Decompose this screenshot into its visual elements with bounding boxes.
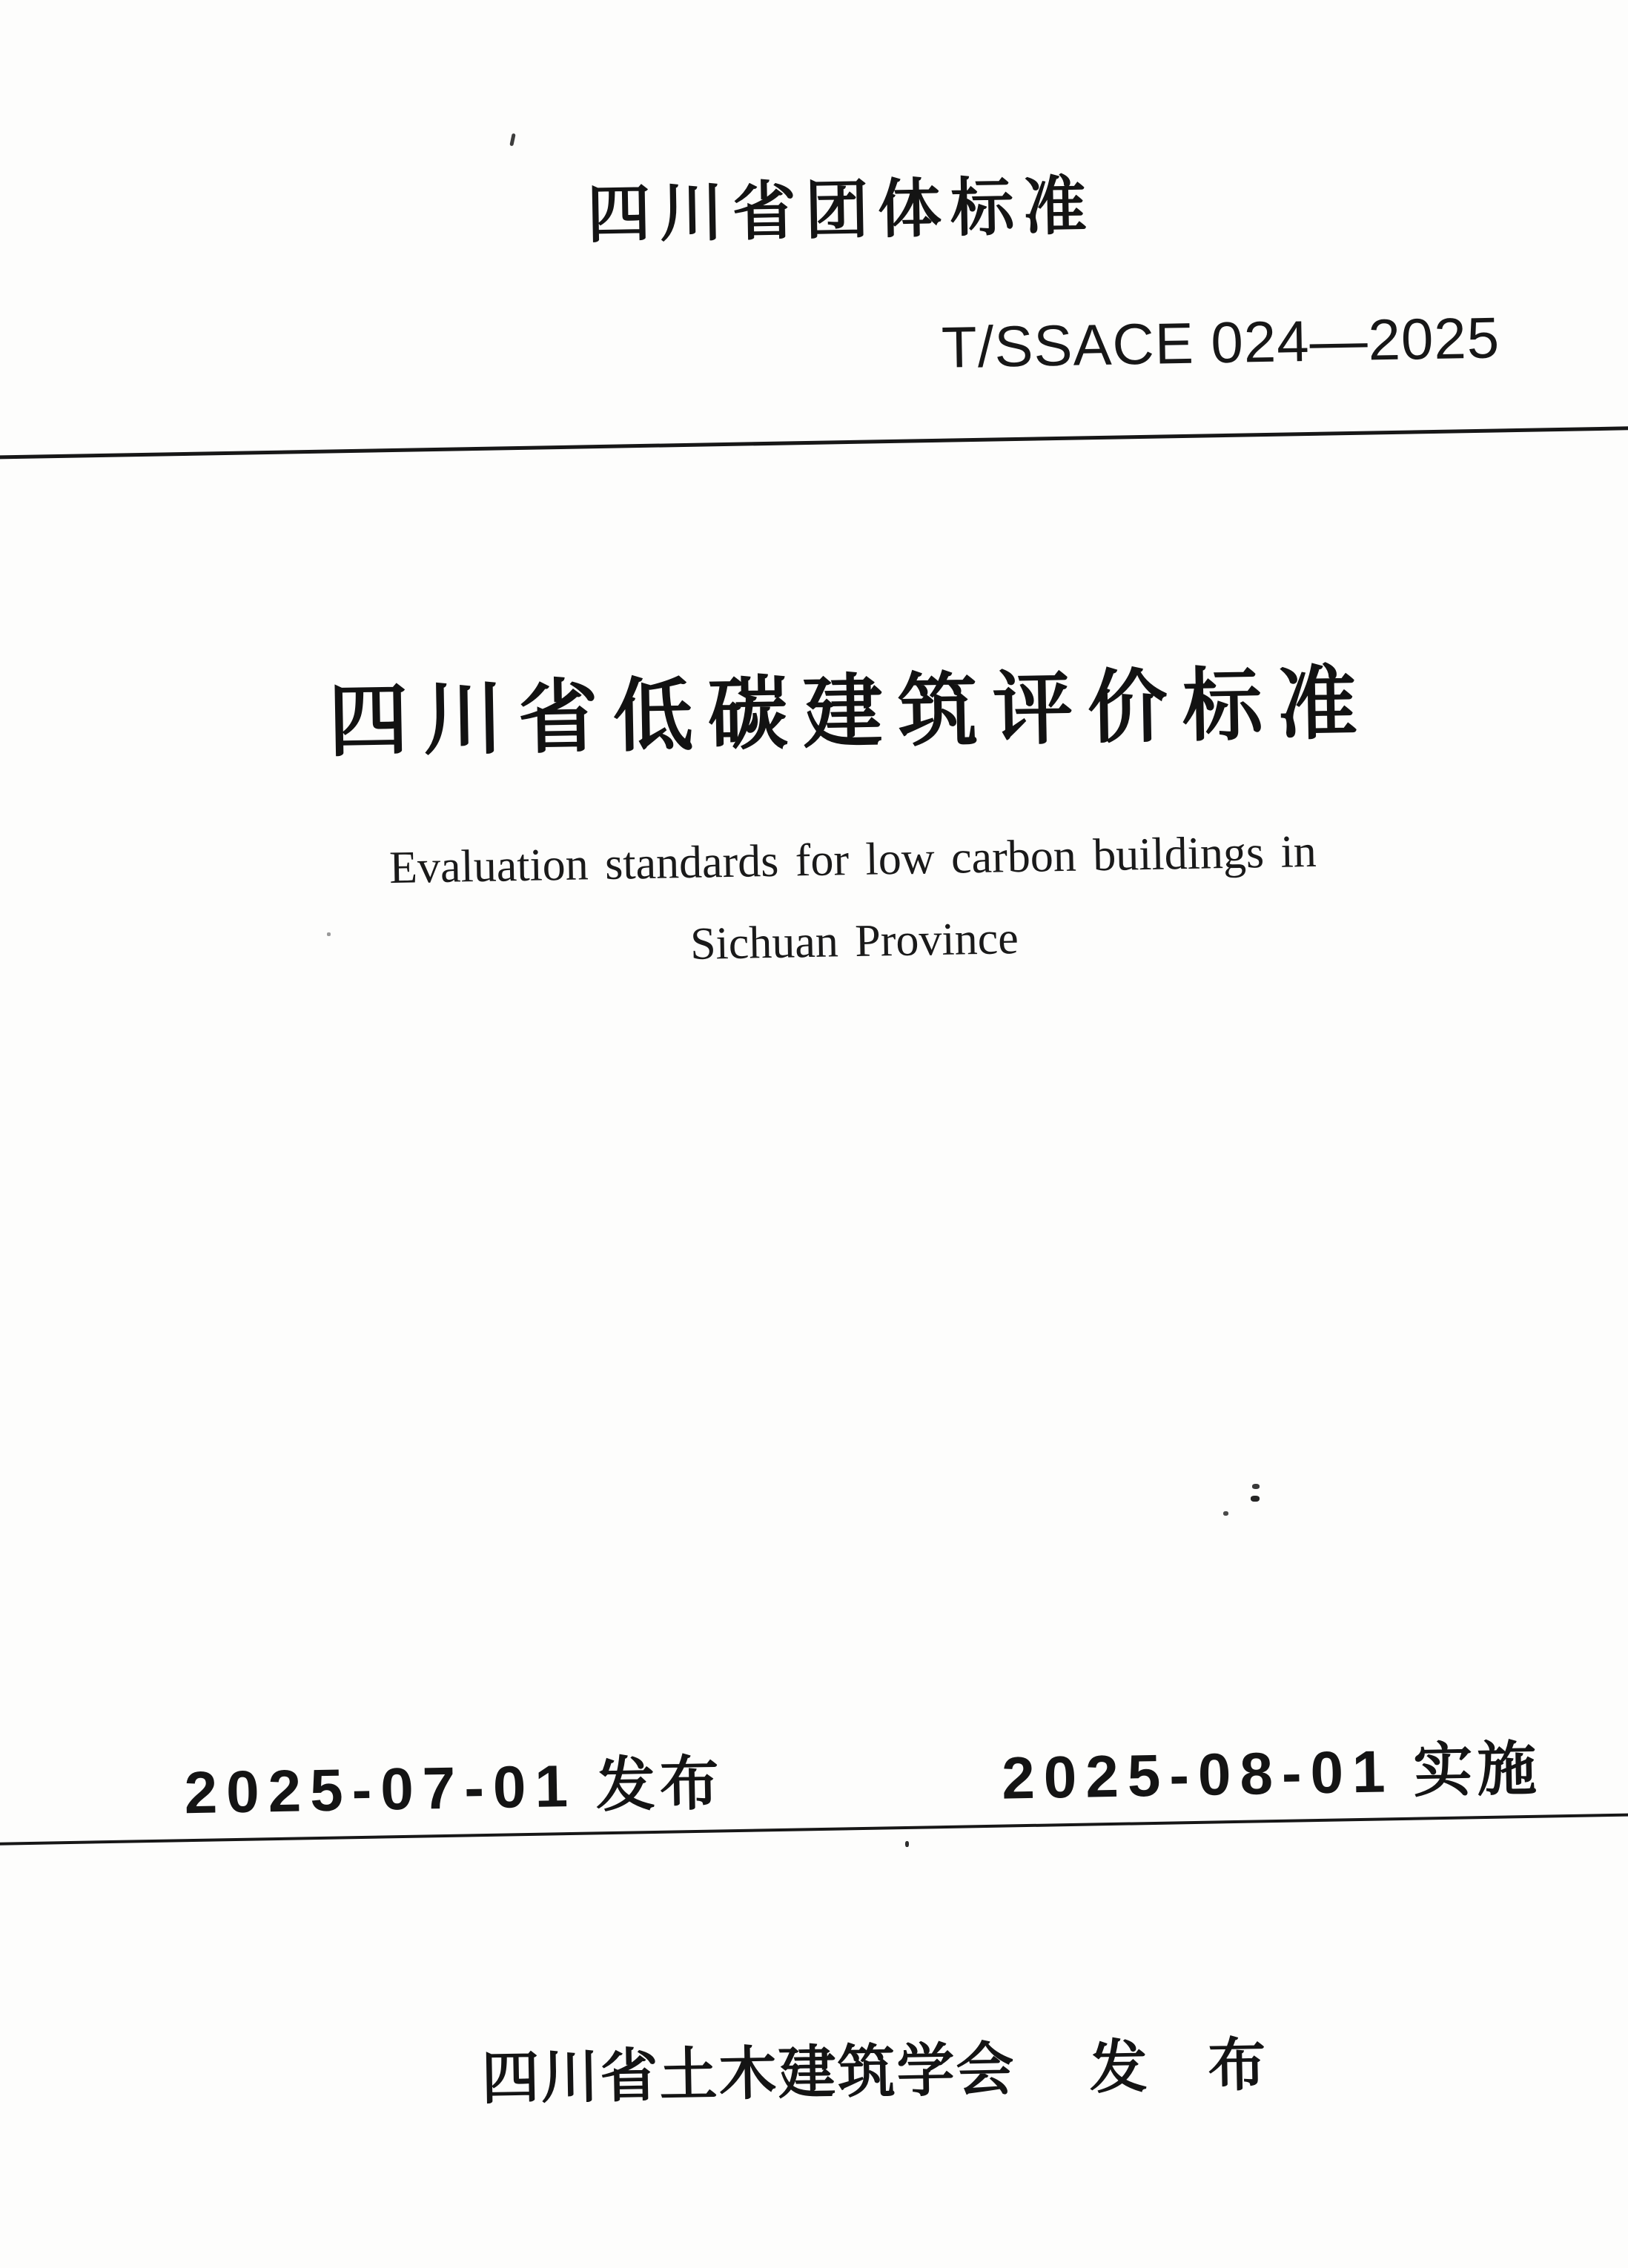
issue-label: 发布 — [595, 1750, 724, 1819]
standard-title-en-line1: Evaluation standards for low carbon buildings in — [388, 826, 1317, 894]
issue-date-line — [183, 1750, 724, 1826]
publisher-line — [60, 2011, 1628, 2123]
standard-title-en — [39, 804, 1628, 996]
scan-speck — [905, 1841, 909, 1847]
implement-date: 2025-08-01 — [1001, 1738, 1395, 1811]
scan-speck — [327, 932, 331, 936]
standard-title-zh: 四川省低碳建筑评价标准 — [327, 660, 1373, 767]
implement-label: 实施 — [1412, 1735, 1542, 1804]
top-rule — [0, 426, 1628, 460]
scan-speck — [1252, 1484, 1260, 1489]
publish-action-label: 发 布 — [1088, 2032, 1268, 2100]
implement-date-line — [1001, 1735, 1542, 1811]
standard-title-en-line2: Sichuan Province — [689, 913, 1019, 969]
scan-speck — [1251, 1496, 1260, 1502]
issue-date: 2025-07-01 — [183, 1752, 578, 1826]
standard-kind-label: 四川省团体标准 — [586, 170, 1096, 251]
publisher-name: 四川省土木建筑学会 — [480, 2036, 1016, 2112]
scan-speck — [1223, 1511, 1228, 1516]
standard-code: T/SSACE 024—2025 — [941, 305, 1500, 380]
